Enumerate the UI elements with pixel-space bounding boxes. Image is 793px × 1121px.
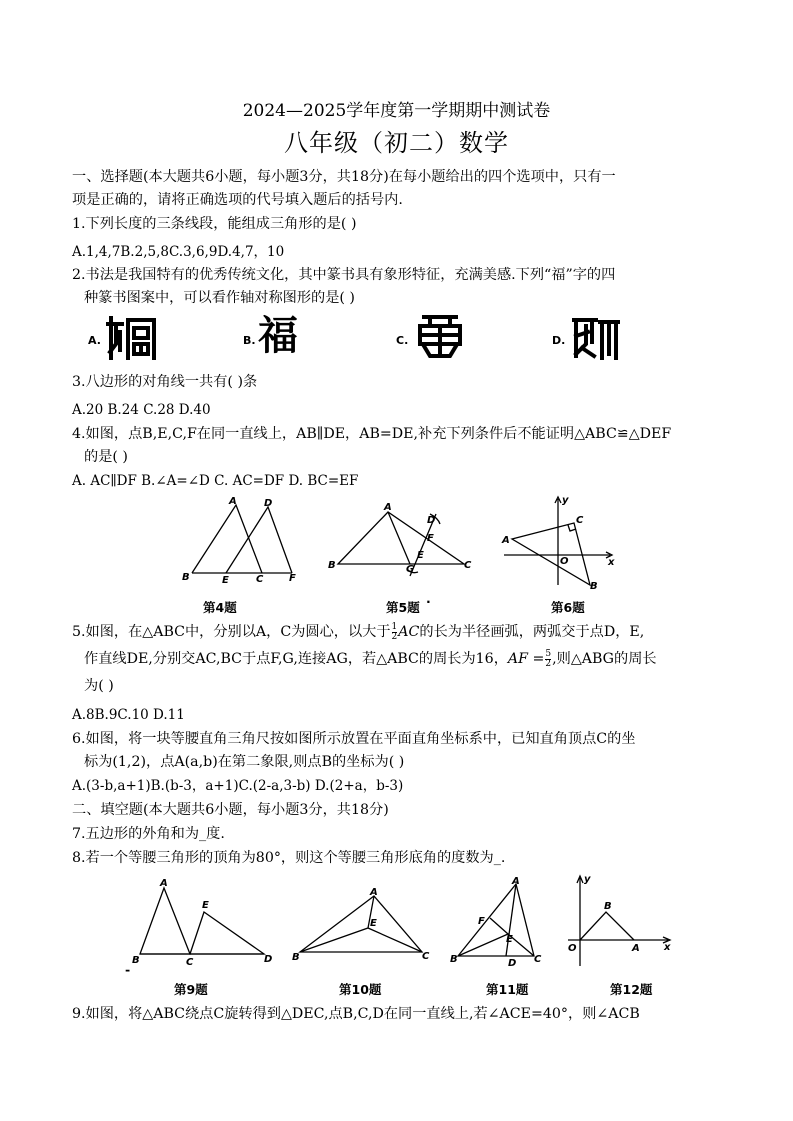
q3-text: 3.八边形的对角线一共有( )条 [72, 374, 258, 390]
q5-options: A.8B.9C.10 D.11 [72, 707, 185, 723]
fig11-label-a: A [512, 876, 520, 887]
q1-options: A.1,4,7B.2,5,8C.3,6,9D.4,7，10 [72, 244, 285, 260]
fig9-label-e: E [202, 900, 209, 911]
fig9-tick: - [125, 962, 131, 977]
q5-frac-52-den: 2 [545, 658, 552, 669]
fig5-label-g: G [406, 564, 415, 575]
q5-frac-half-num: 1 [391, 621, 398, 632]
q2-line1: 2.书法是我国特有的优秀传统文化，其中篆书具有象形特征，充满美感.下列“福”字的四 [72, 267, 616, 283]
q4-line1: 4.如图，点B,E,C,F在同一直线上，AB∥DE，AB=DE,补充下列条件后不能证明△ABC≌△DEF [72, 426, 672, 442]
fig10-label-e: E [370, 918, 377, 929]
fig6-label-c: C [576, 515, 584, 526]
fig9-caption: 第9题 [174, 982, 208, 997]
fig12-label-o: O [568, 943, 577, 954]
exam-title: 2024—2025学年度第一学期期中测试卷 [242, 101, 551, 121]
q2-label-b: B. [243, 334, 256, 347]
fig12-caption: 第12题 [610, 982, 653, 997]
figure-6 [498, 493, 620, 591]
q6-line2: 标为(1,2)，点A(a,b)在第二象限,则点B的坐标为( ) [84, 754, 405, 770]
fig11-label-e: E [506, 934, 513, 945]
q5-line1-start: 5.如图，在△ABC中，分别以A，C为圆心，以大于 [72, 624, 391, 640]
figure-5 [324, 500, 478, 580]
q4-line2: 的是( ) [84, 449, 128, 465]
fig9-label-a: A [160, 878, 168, 889]
fig6-label-o: O [560, 556, 569, 567]
fig9-label-b: B [132, 955, 140, 966]
section2-heading: 二、填空题(本大题共6小题，每小题3分，共18分) [72, 802, 389, 818]
fig5-tick: · [426, 594, 431, 609]
figure-10 [290, 886, 436, 966]
q5-line3: 为( ) [84, 678, 114, 694]
fig11-label-d: D [508, 958, 517, 968]
q5-ac: AC [398, 624, 420, 640]
fig10-label-b: B [292, 952, 300, 963]
seal-glyph-c [416, 312, 464, 362]
q5-line2-start: 作直线DE,分别交AC,BC于点F,G,连接AG，若△ABC的周长为16， [84, 651, 508, 667]
fig5-caption: 第5题 [386, 600, 420, 615]
seal-glyph-d [570, 314, 622, 362]
fig11-label-f: F [478, 916, 485, 927]
fig11-label-c: C [534, 954, 542, 965]
figure-9 [124, 874, 280, 968]
q5-line2 [84, 649, 657, 669]
fig6-label-x: x [608, 557, 615, 568]
fig5-label-a: A [384, 502, 392, 513]
q6-options: A.(3-b,a+1)B.(b-3，a+1)C.(2-a,3-b) D.(2+a，b-3) [72, 778, 404, 794]
fig5-label-b: B [328, 560, 336, 571]
q8-text: 8.若一个等腰三角形的顶角为80°，则这个等腰三角形底角的度数为_. [72, 850, 506, 866]
q5-line2-end: ,则△ABG的周长 [552, 651, 657, 667]
fig9-label-c: C [186, 957, 194, 968]
fig4-label-c: C [256, 574, 264, 585]
fig5-label-c: C [464, 560, 472, 571]
q2-label-d: D. [552, 334, 566, 347]
section1-line2: 项是正确的，请将正确选项的代号填入题后的括号内. [72, 192, 403, 208]
seal-glyph-b: 福 [258, 312, 298, 359]
q5-line1-end: 的长为半径画弧，两弧交于点D，E, [419, 624, 645, 640]
exam-subtitle: 八年级（初二）数学 [284, 129, 509, 157]
q2-line2: 种篆书图案中，可以看作轴对称图形的是( ) [84, 290, 355, 306]
q5-frac-half [392, 623, 398, 642]
q2-label-a: A. [88, 334, 101, 347]
fig4-label-d: D [264, 498, 273, 509]
q6-line1: 6.如图，将一块等腰直角三角尺按如图所示放置在平面直角坐标系中，已知直角顶点C的坐 [72, 731, 636, 747]
fig10-label-c: C [422, 951, 430, 962]
fig4-label-f: F [289, 573, 296, 584]
figure-11 [446, 876, 552, 968]
fig6-label-b: B [590, 581, 598, 591]
figure-12 [560, 872, 676, 970]
fig4-label-b: B [182, 572, 190, 583]
fig12-label-a: A [632, 943, 640, 954]
q5-frac-52 [545, 650, 551, 669]
fig12-label-b: B [604, 901, 612, 912]
fig11-label-b: B [450, 954, 458, 965]
fig10-label-a: A [370, 887, 378, 898]
q5-af: AF = [507, 651, 545, 667]
fig5-label-d: D [427, 515, 436, 526]
q5-frac-half-den: 2 [391, 631, 398, 642]
q5-line1 [72, 622, 644, 642]
q3-options: A.20 B.24 C.28 D.40 [72, 402, 211, 418]
fig4-label-a: A [229, 496, 237, 507]
fig12-label-y: y [584, 874, 591, 885]
fig6-caption: 第6题 [551, 600, 585, 615]
fig6-label-a: A [502, 535, 510, 546]
seal-glyph-a [106, 314, 158, 362]
figure-4 [176, 495, 306, 587]
fig6-label-y: y [562, 495, 569, 506]
fig10-caption: 第10题 [339, 982, 382, 997]
q4-options: A. AC∥DF B.∠A=∠D C. AC=DF D. BC=EF [72, 473, 359, 489]
q7-text: 7.五边形的外角和为_度. [72, 826, 225, 842]
fig11-caption: 第11题 [486, 982, 529, 997]
fig12-label-x: x [664, 942, 671, 953]
q2-label-c: C. [396, 334, 409, 347]
q9-text: 9.如图，将△ABC绕点C旋转得到△DEC,点B,C,D在同一直线上,若∠ACE=40°，则∠ACB [72, 1006, 640, 1022]
fig5-label-f: F [427, 533, 434, 544]
fig9-label-d: D [264, 954, 273, 965]
q5-frac-52-num: 5 [545, 648, 552, 659]
q1-text: 1.下列长度的三条线段，能组成三角形的是( ) [72, 216, 357, 232]
fig5-label-e: E [417, 550, 424, 561]
fig4-label-e: E [222, 575, 229, 586]
fig4-caption: 第4题 [203, 600, 237, 615]
section1-line1: 一、选择题(本大题共6小题，每小题3分，共18分)在每小题给出的四个选项中，只有一 [72, 169, 616, 185]
